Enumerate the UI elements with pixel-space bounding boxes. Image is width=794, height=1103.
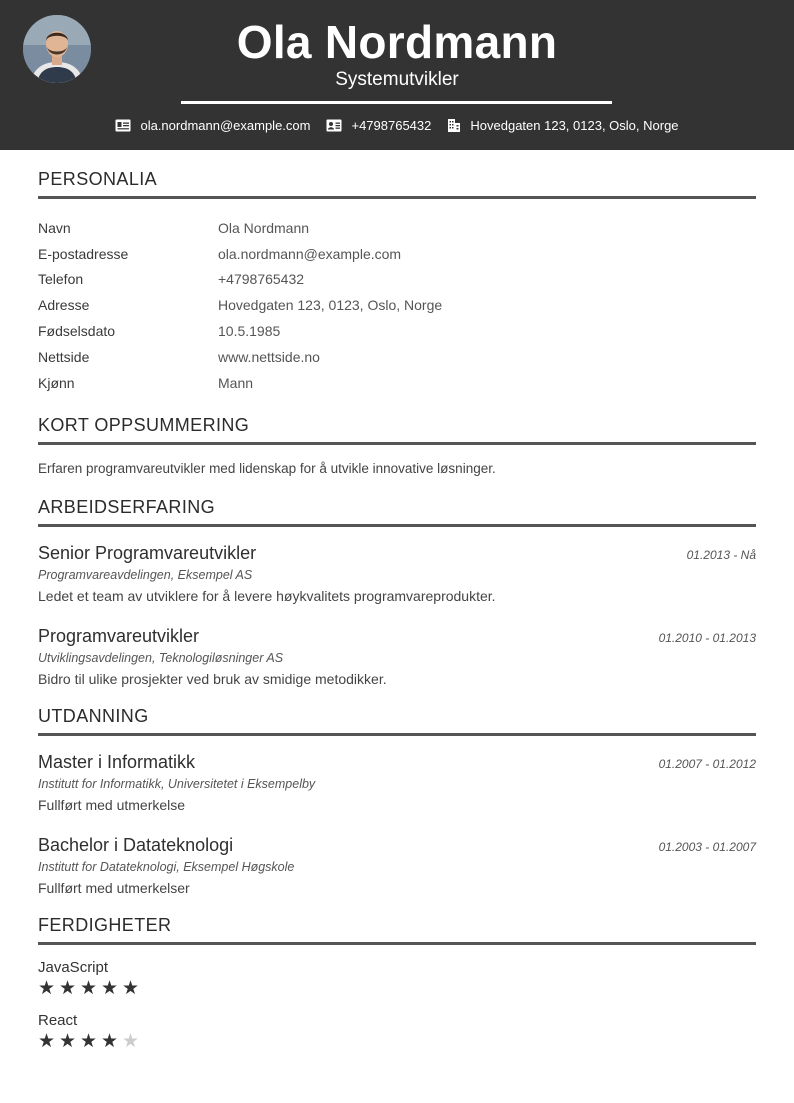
job-title: Systemutvikler	[335, 69, 459, 90]
entry-title: Programvareutvikler	[38, 625, 200, 646]
personal-row-name	[38, 215, 756, 241]
personal-label: Telefon	[38, 271, 84, 288]
personal-value: www.nettside.no	[218, 348, 320, 365]
resume-body	[38, 150, 756, 1065]
entry-title: Senior Programvareutvikler	[38, 542, 257, 563]
id-card-icon	[115, 119, 131, 132]
entry-organization: Programvareavdelingen, Eksempel AS	[38, 567, 253, 582]
entry-organization: Utviklingsavdelingen, Teknologiløsninger AS	[38, 650, 284, 665]
entry-date: 01.2013 - Nå	[686, 547, 756, 562]
personal-info-list	[38, 215, 756, 396]
personal-row-address	[38, 292, 756, 318]
contact-card-icon	[326, 119, 342, 132]
star-filled-icon: ★	[59, 1030, 77, 1052]
skill-rating	[38, 978, 756, 1000]
education-entry	[38, 835, 756, 896]
section-title-skills: FERDIGHETER	[38, 896, 756, 945]
personal-label: Nettside	[38, 348, 90, 365]
entry-date: 01.2007 - 01.2012	[658, 756, 756, 771]
personal-label: Navn	[38, 219, 71, 236]
star-filled-icon: ★	[59, 977, 77, 999]
section-title-experience: ARBEIDSERFARING	[38, 478, 756, 527]
entry-description: Ledet et team av utviklere for å levere høykvalitets programvareprodukter.	[38, 587, 496, 604]
header	[0, 0, 794, 150]
personal-value: +4798765432	[218, 271, 305, 288]
personal-value: ola.nordmann@example.com	[218, 245, 402, 262]
candidate-name: Ola Nordmann	[236, 16, 558, 68]
personal-row-birthdate	[38, 318, 756, 344]
star-filled-icon: ★	[122, 977, 140, 999]
personal-value: Hovedgaten 123, 0123, Oslo, Norge	[218, 297, 443, 314]
entry-date: 01.2010 - 01.2013	[658, 630, 756, 645]
entry-date: 01.2003 - 01.2007	[658, 839, 756, 854]
contact-address	[447, 118, 678, 133]
star-filled-icon: ★	[101, 977, 119, 999]
contact-email	[115, 118, 310, 133]
skill-item	[38, 959, 756, 1000]
personal-value: Ola Nordmann	[218, 219, 310, 236]
entry-description: Fullført med utmerkelser	[38, 879, 190, 896]
entry-organization: Institutt for Informatikk, Universitetet i Eksempelby	[38, 776, 316, 791]
contact-email-text: ola.nordmann@example.com	[140, 117, 311, 133]
skill-name: JavaScript	[38, 958, 109, 976]
personal-row-email	[38, 241, 756, 267]
personal-label: Fødselsdato	[38, 323, 116, 340]
star-filled-icon: ★	[101, 1030, 119, 1052]
skill-name: React	[38, 1011, 78, 1029]
contact-phone	[326, 118, 431, 133]
summary-text: Erfaren programvareutvikler med lidenskap for å utvikle innovative løsninger.	[38, 460, 496, 476]
section-title-education: UTDANNING	[38, 687, 756, 736]
contact-phone-text: +4798765432	[351, 117, 432, 133]
header-divider	[181, 101, 612, 104]
entry-organization: Institutt for Datateknologi, Eksempel Høgskole	[38, 859, 295, 874]
experience-entry	[38, 626, 756, 687]
personal-row-gender	[38, 370, 756, 396]
education-entry	[38, 752, 756, 813]
entry-title: Master i Informatikk	[38, 751, 196, 772]
entry-description: Fullført med utmerkelse	[38, 796, 186, 813]
star-filled-icon: ★	[80, 977, 98, 999]
entry-description: Bidro til ulike prosjekter ved bruk av smidige metodikker.	[38, 670, 387, 687]
star-filled-icon: ★	[38, 1030, 56, 1052]
skill-rating	[38, 1031, 756, 1053]
personal-label: E-postadresse	[38, 245, 129, 262]
star-filled-icon: ★	[80, 1030, 98, 1052]
personal-row-website	[38, 344, 756, 370]
skill-item	[38, 1012, 756, 1053]
personal-label: Adresse	[38, 297, 90, 314]
building-icon	[447, 118, 461, 132]
section-title-summary: KORT OPPSUMMERING	[38, 396, 756, 445]
star-empty-icon: ★	[122, 1030, 140, 1052]
personal-value: Mann	[218, 374, 254, 391]
contact-bar	[0, 116, 794, 134]
section-title-personalia: PERSONALIA	[38, 150, 756, 199]
experience-entry	[38, 543, 756, 604]
personal-label: Kjønn	[38, 374, 75, 391]
personal-row-phone	[38, 267, 756, 293]
entry-title: Bachelor i Datateknologi	[38, 834, 234, 855]
skills-list	[38, 959, 756, 1053]
contact-address-text: Hovedgaten 123, 0123, Oslo, Norge	[470, 117, 679, 133]
star-filled-icon: ★	[38, 977, 56, 999]
personal-value: 10.5.1985	[218, 323, 281, 340]
